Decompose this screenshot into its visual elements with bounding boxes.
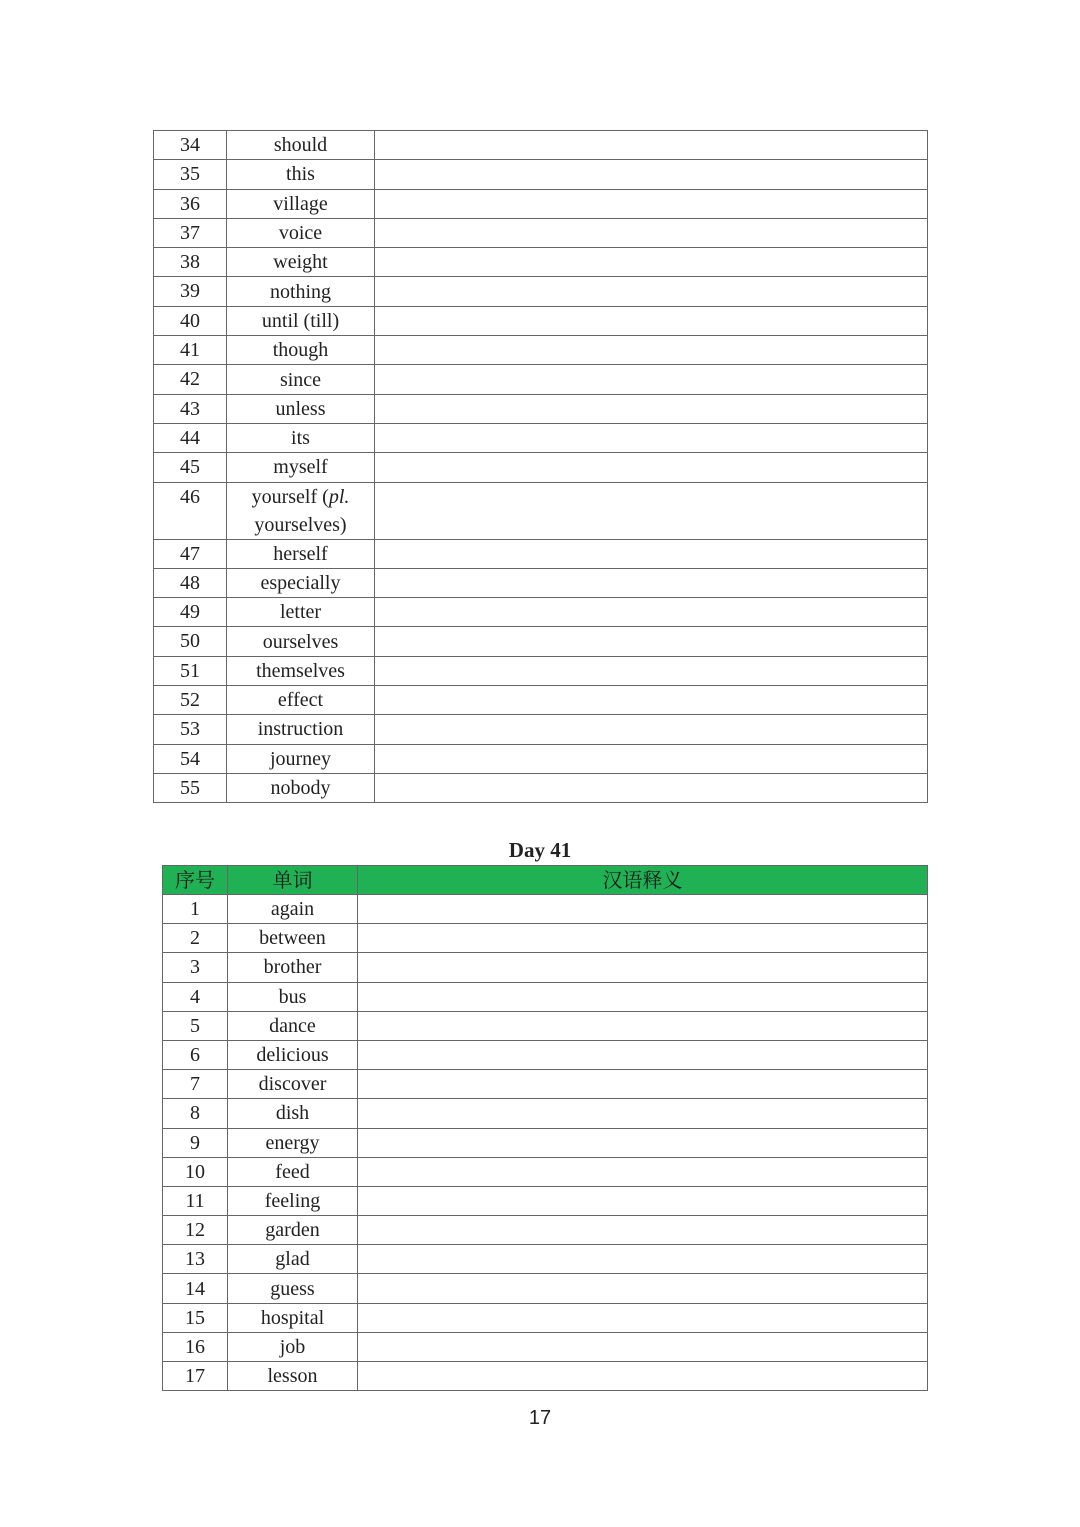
word-text: yourself (	[251, 485, 329, 508]
row-word: myself	[227, 453, 375, 482]
table-row	[163, 1245, 928, 1274]
row-word: since	[227, 365, 375, 394]
table-row	[163, 1303, 928, 1332]
row-meaning	[375, 248, 928, 277]
row-meaning	[375, 453, 928, 482]
row-word: journey	[227, 744, 375, 773]
word-text-line2: yourselves)	[254, 513, 347, 536]
table-row	[163, 1070, 928, 1099]
table-row	[163, 1157, 928, 1186]
row-number: 51	[154, 656, 227, 685]
row-number: 36	[154, 189, 227, 218]
row-number: 44	[154, 423, 227, 452]
row-word: nobody	[227, 773, 375, 802]
row-number: 54	[154, 744, 227, 773]
row-number: 6	[163, 1040, 228, 1069]
table-row	[154, 306, 928, 335]
table-row	[163, 895, 928, 924]
row-meaning	[358, 1245, 928, 1274]
table-header-row	[163, 866, 928, 895]
row-meaning	[358, 953, 928, 982]
row-number: 3	[163, 953, 228, 982]
row-meaning	[358, 1011, 928, 1040]
table-row	[154, 423, 928, 452]
row-number: 14	[163, 1274, 228, 1303]
row-meaning	[375, 160, 928, 189]
row-meaning	[358, 1303, 928, 1332]
row-number: 16	[163, 1332, 228, 1361]
table-row	[154, 248, 928, 277]
table-row	[163, 1011, 928, 1040]
row-number: 12	[163, 1216, 228, 1245]
row-meaning	[358, 1186, 928, 1215]
table-row	[154, 336, 928, 365]
table-row	[163, 1274, 928, 1303]
row-number: 46	[154, 482, 227, 539]
row-word: feeling	[228, 1186, 358, 1215]
row-number: 37	[154, 218, 227, 247]
row-word: dish	[228, 1099, 358, 1128]
table-row	[163, 982, 928, 1011]
table-row	[154, 568, 928, 597]
row-word: brother	[228, 953, 358, 982]
row-number: 43	[154, 394, 227, 423]
row-meaning	[375, 686, 928, 715]
row-meaning	[358, 924, 928, 953]
row-number: 17	[163, 1362, 228, 1391]
row-word: hospital	[228, 1303, 358, 1332]
table-row	[163, 1362, 928, 1391]
row-meaning	[375, 627, 928, 656]
row-word: ourselves	[227, 627, 375, 656]
row-meaning	[375, 598, 928, 627]
table-row	[154, 453, 928, 482]
table-row	[154, 365, 928, 394]
row-word: discover	[228, 1070, 358, 1099]
row-number: 10	[163, 1157, 228, 1186]
row-word: letter	[227, 598, 375, 627]
row-meaning	[358, 1332, 928, 1361]
vocab-table-continued	[153, 130, 928, 803]
row-number: 52	[154, 686, 227, 715]
row-meaning	[375, 539, 928, 568]
row-number: 49	[154, 598, 227, 627]
row-number: 42	[154, 365, 227, 394]
row-word: themselves	[227, 656, 375, 685]
row-meaning	[358, 1040, 928, 1069]
row-word: between	[228, 924, 358, 953]
row-meaning	[375, 656, 928, 685]
row-number: 7	[163, 1070, 228, 1099]
row-meaning	[358, 1070, 928, 1099]
row-number: 2	[163, 924, 228, 953]
header-meaning: 汉语释义	[358, 866, 928, 895]
table-row	[154, 627, 928, 656]
row-word: instruction	[227, 715, 375, 744]
header-number: 序号	[163, 866, 228, 895]
row-number: 50	[154, 627, 227, 656]
row-word: village	[227, 189, 375, 218]
row-meaning	[375, 277, 928, 306]
row-number: 41	[154, 336, 227, 365]
table-row	[154, 189, 928, 218]
table-row	[154, 131, 928, 160]
row-word: unless	[227, 394, 375, 423]
table-row	[163, 1216, 928, 1245]
row-meaning	[358, 1274, 928, 1303]
row-meaning	[375, 568, 928, 597]
row-word: energy	[228, 1128, 358, 1157]
table-row	[154, 656, 928, 685]
row-meaning	[358, 1099, 928, 1128]
row-word: dance	[228, 1011, 358, 1040]
word-abbrev: pl.	[328, 485, 350, 508]
row-meaning	[375, 744, 928, 773]
row-meaning	[375, 423, 928, 452]
row-word: guess	[228, 1274, 358, 1303]
row-word: until (till)	[227, 306, 375, 335]
row-number: 9	[163, 1128, 228, 1157]
table-row	[163, 924, 928, 953]
row-number: 15	[163, 1303, 228, 1332]
row-number: 53	[154, 715, 227, 744]
row-number: 5	[163, 1011, 228, 1040]
row-word: job	[228, 1332, 358, 1361]
row-meaning	[375, 715, 928, 744]
row-word: herself	[227, 539, 375, 568]
row-meaning	[358, 1128, 928, 1157]
row-meaning	[375, 218, 928, 247]
row-word: lesson	[228, 1362, 358, 1391]
table-row	[154, 686, 928, 715]
row-meaning	[358, 982, 928, 1011]
row-word: nothing	[227, 277, 375, 306]
table-row	[154, 218, 928, 247]
table-row	[154, 539, 928, 568]
table-row	[154, 744, 928, 773]
row-word: garden	[228, 1216, 358, 1245]
row-meaning	[375, 773, 928, 802]
row-meaning	[358, 1362, 928, 1391]
row-meaning	[358, 1157, 928, 1186]
row-number: 39	[154, 277, 227, 306]
row-word: effect	[227, 686, 375, 715]
row-meaning	[375, 482, 928, 539]
row-word: its	[227, 423, 375, 452]
row-word: voice	[227, 218, 375, 247]
row-meaning	[375, 336, 928, 365]
row-number: 35	[154, 160, 227, 189]
row-word: should	[227, 131, 375, 160]
row-number: 11	[163, 1186, 228, 1215]
row-meaning	[358, 1216, 928, 1245]
row-number: 1	[163, 895, 228, 924]
table-row	[154, 277, 928, 306]
row-word: delicious	[228, 1040, 358, 1069]
table-row	[154, 598, 928, 627]
table-row	[154, 773, 928, 802]
row-number: 13	[163, 1245, 228, 1274]
row-number: 38	[154, 248, 227, 277]
row-word: glad	[228, 1245, 358, 1274]
table-row	[163, 1186, 928, 1215]
row-number: 48	[154, 568, 227, 597]
table-row	[154, 715, 928, 744]
row-meaning	[375, 394, 928, 423]
row-word: bus	[228, 982, 358, 1011]
row-number: 55	[154, 773, 227, 802]
row-number: 34	[154, 131, 227, 160]
row-meaning	[375, 365, 928, 394]
row-number: 45	[154, 453, 227, 482]
page-number: 17	[528, 1407, 552, 1429]
table-row	[163, 1040, 928, 1069]
table-row	[154, 482, 928, 539]
table-row	[154, 160, 928, 189]
row-number: 8	[163, 1099, 228, 1128]
row-number: 47	[154, 539, 227, 568]
row-word: again	[228, 895, 358, 924]
row-word	[227, 482, 375, 539]
table-row	[163, 1128, 928, 1157]
row-word: especially	[227, 568, 375, 597]
table-row	[163, 1099, 928, 1128]
table-row	[163, 953, 928, 982]
table-row	[154, 394, 928, 423]
table-row	[163, 1332, 928, 1361]
row-word: this	[227, 160, 375, 189]
header-word: 单词	[228, 866, 358, 895]
day-title: Day 41	[508, 838, 572, 862]
row-number: 40	[154, 306, 227, 335]
row-word: weight	[227, 248, 375, 277]
row-meaning	[375, 189, 928, 218]
row-meaning	[375, 306, 928, 335]
row-word: though	[227, 336, 375, 365]
vocab-table-day41	[162, 865, 928, 1391]
row-number: 4	[163, 982, 228, 1011]
row-meaning	[375, 131, 928, 160]
row-meaning	[358, 895, 928, 924]
row-word: feed	[228, 1157, 358, 1186]
